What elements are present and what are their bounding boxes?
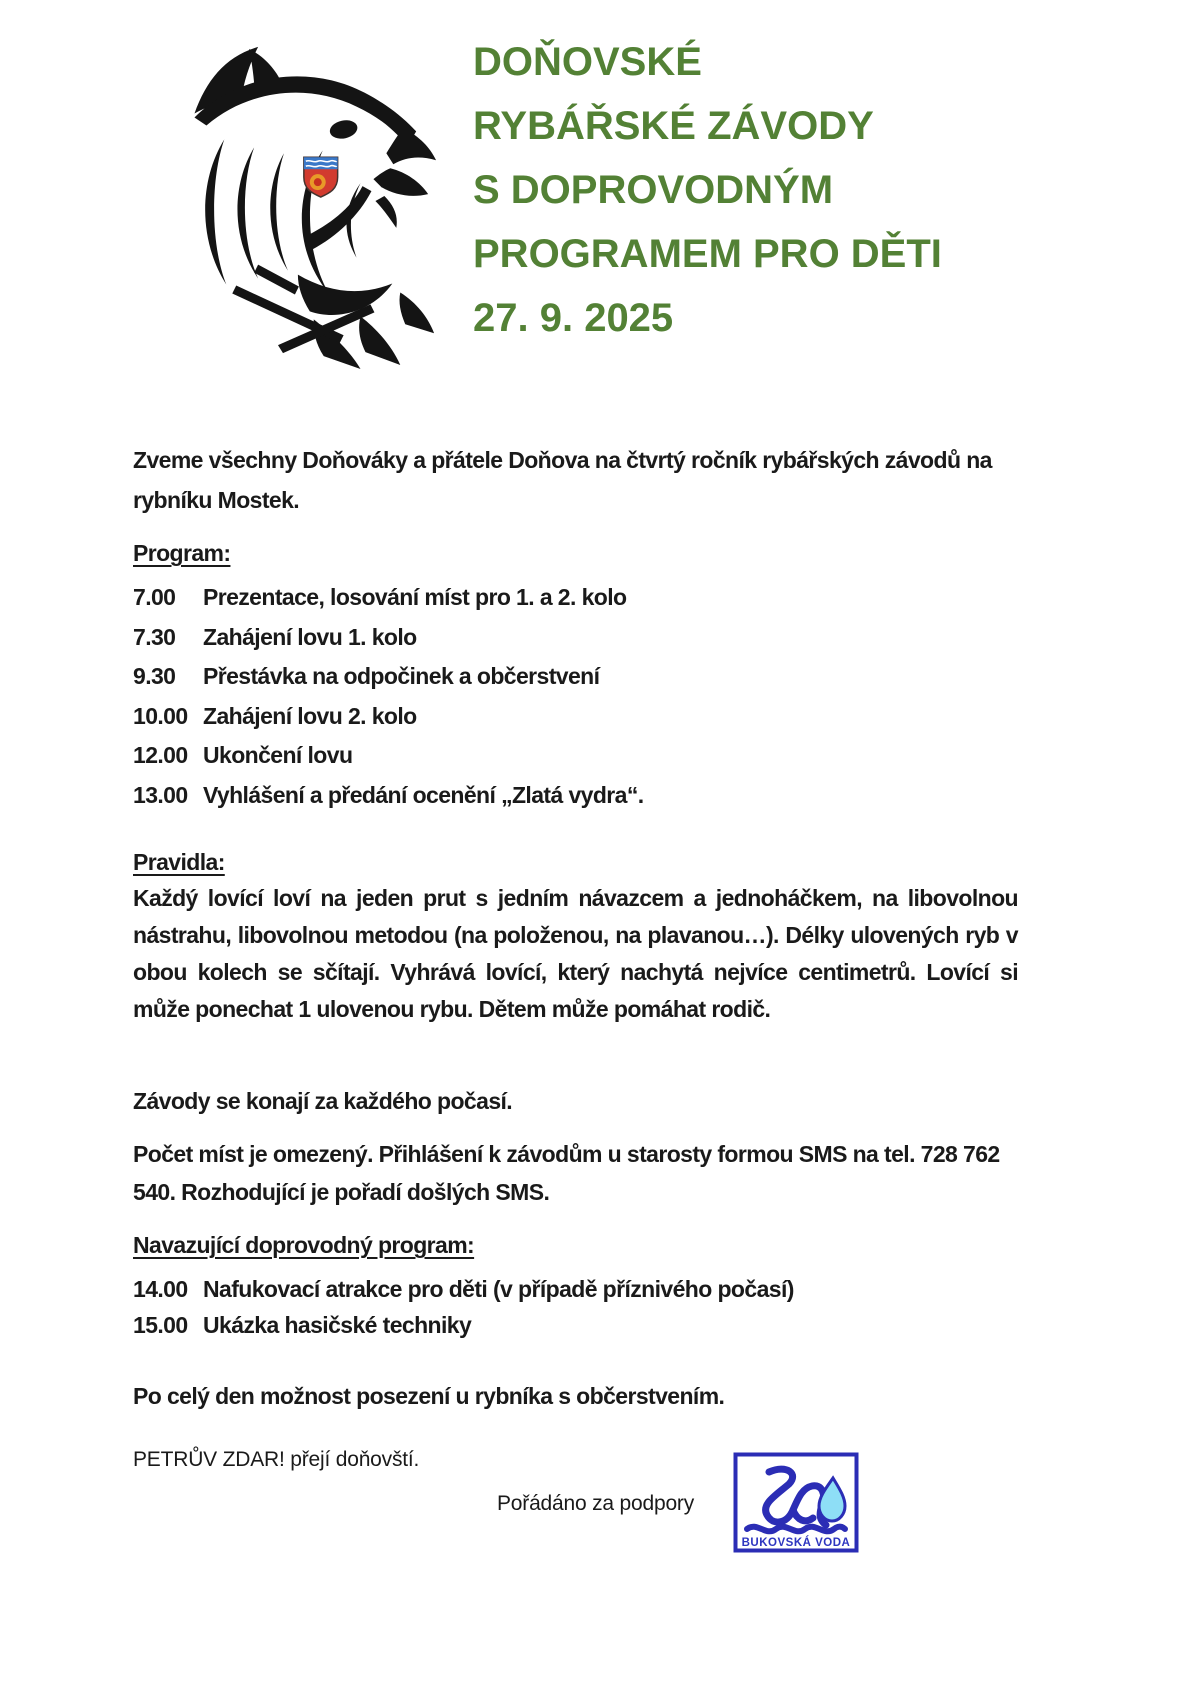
rules-heading: Pravidla: (133, 849, 225, 875)
program-time: 7.30 (133, 623, 176, 650)
sponsor-name-label: BUKOVSKÁ VODA (741, 1537, 851, 1549)
program-item (133, 776, 1018, 816)
title-line: DOŇOVSKÉ (473, 40, 702, 84)
program-item (133, 736, 1018, 776)
program-list (133, 578, 1018, 815)
program-time: 7.00 (133, 584, 176, 610)
program-text: Zahájení lovu 1. kolo (203, 623, 417, 650)
bukovska-voda-logo-icon (733, 1452, 859, 1553)
program-text: Zahájení lovu 2. kolo (203, 702, 417, 729)
intro-paragraph: Zveme všechny Doňováky a přátele Doňova na čtvrtý ročník rybářských závodů na rybníku Mostek. (133, 447, 992, 513)
side-program-time: 15.00 (133, 1312, 188, 1338)
registration-note: Počet míst je omezený. Přihlášení k závodům u starosty formou SMS na tel. 728 762 540. Rozhodující je pořadí došlých SMS. (133, 1141, 1000, 1205)
side-program-text: Ukázka hasičské techniky (203, 1312, 472, 1338)
sponsor-logo (733, 1452, 859, 1553)
supported-by-label: Pořádáno za podpory (497, 1492, 695, 1515)
program-text: Prezentace, losování míst pro 1. a 2. kolo (203, 584, 627, 610)
title-line: PROGRAMEM PRO DĚTI (473, 232, 942, 276)
side-program-heading: Navazující doprovodný program: (133, 1232, 475, 1258)
side-program-item (133, 1271, 1018, 1307)
side-program-item (133, 1307, 1018, 1343)
program-text: Vyhlášení a předání ocenění „Zlatá vydra“. (203, 781, 644, 808)
program-item (133, 618, 1018, 658)
title-line: 27. 9. 2025 (473, 296, 674, 340)
closing-note: PETRŮV ZDAR! přejí doňovští. (133, 1448, 420, 1471)
program-time: 10.00 (133, 702, 188, 729)
side-program-time: 14.00 (133, 1276, 188, 1302)
title-line: S DOPROVODNÝM (473, 168, 834, 212)
weather-note: Závody se konají za každého počasí. (133, 1088, 513, 1114)
all-day-note: Po celý den možnost posezení u rybníka s občerstvením. (133, 1383, 725, 1409)
carp-fish-icon (108, 36, 448, 374)
program-item (133, 578, 1018, 618)
title-line: RYBÁŘSKÉ ZÁVODY (473, 104, 874, 148)
program-heading: Program: (133, 540, 231, 566)
program-text: Ukončení lovu (203, 742, 353, 768)
program-time: 9.30 (133, 663, 176, 689)
program-time: 12.00 (133, 742, 188, 768)
program-item (133, 657, 1018, 697)
carp-logo (108, 36, 448, 374)
side-program-text: Nafukovací atrakce pro děti (v případě příznivého počasí) (203, 1276, 794, 1302)
program-text: Přestávka na odpočinek a občerstvení (203, 663, 600, 689)
program-time: 13.00 (133, 781, 188, 808)
rules-paragraph: Každý lovící loví na jeden prut s jedním návazcem a jednoháčkem, na libovolnou nástrahu, libovolnou metodou (na položenou, na plavanou…). Délky ulovených ryb v obou kolech se sčítají. Vyhrává lovící, který nachytá nejvíce centimetrů. Lovící si může ponechat 1 ulovenou rybu. Dětem může pomáhat rodič. (133, 885, 1018, 1022)
page-title (473, 30, 1033, 350)
program-item (133, 697, 1018, 737)
side-program-list (133, 1271, 1018, 1343)
